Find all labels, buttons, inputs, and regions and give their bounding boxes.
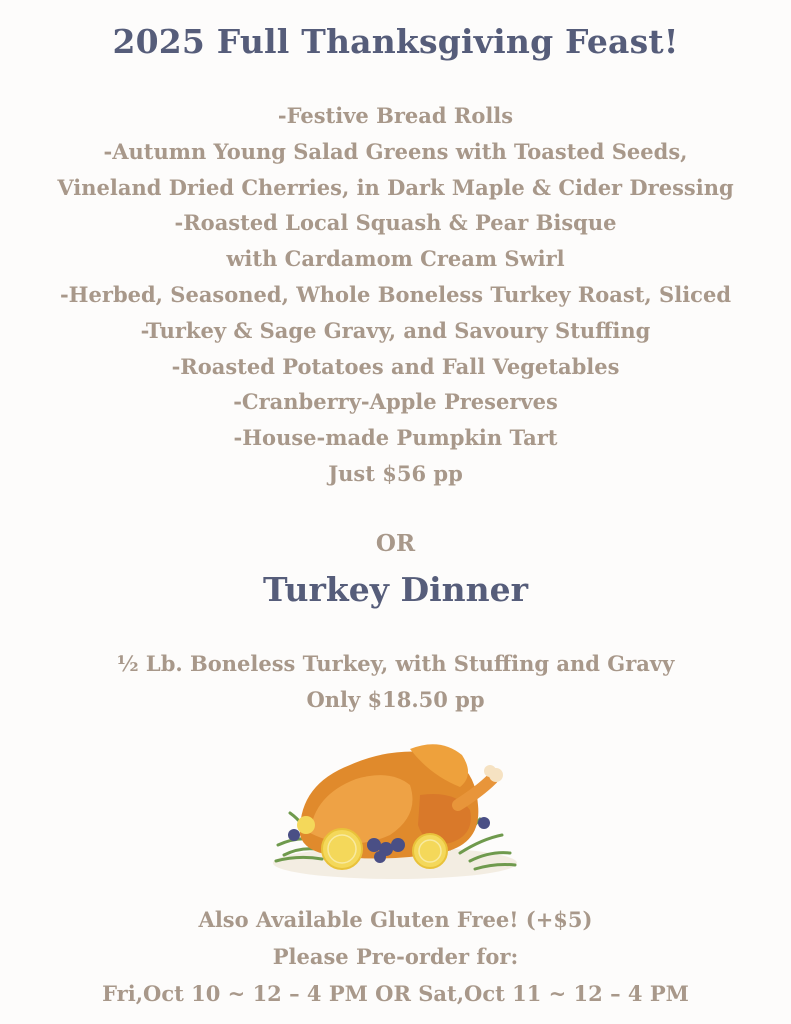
menu-item: -Cranberry-Apple Preserves xyxy=(233,389,558,415)
menu-item: -Roasted Potatoes and Fall Vegetables xyxy=(171,353,620,379)
preorder-note: Please Pre-order for: xyxy=(272,944,519,969)
menu-item: -Roasted Local Squash & Pear Bisque xyxy=(174,210,617,236)
menu-item: -Festive Bread Rolls xyxy=(277,103,514,128)
menu-item: -Autumn Young Salad Greens with Toasted Seeds, xyxy=(103,138,688,164)
gluten-free-note: Also Available Gluten Free! (+$5) xyxy=(198,907,593,932)
dinner-price: Only $18.50 pp xyxy=(306,687,485,712)
menu-item: -Herbed, Seasoned, Whole Boneless Turkey Roast, Sliced xyxy=(59,281,732,307)
pickup-times: Fri,Oct 10 ~ 12 – 4 PM OR Sat,Oct 11 ~ 12 – 4 PM xyxy=(102,981,689,1006)
menu-item: Vineland Dried Cherries, in Dark Maple & Cider Dressing xyxy=(57,174,734,200)
feast-price: Just $56 pp xyxy=(328,460,463,486)
menu-item: -Turkey & Sage Gravy, and Savoury Stuffing xyxy=(140,317,651,343)
turkey-dinner-list xyxy=(0,646,791,718)
footer-info xyxy=(0,901,791,1012)
feast-menu-list xyxy=(0,98,791,492)
page-title: 2025 Full Thanksgiving Feast! xyxy=(112,22,679,61)
turkey-dinner-heading: Turkey Dinner xyxy=(263,570,528,609)
roast-turkey-illustration xyxy=(270,735,525,885)
dinner-description: ½ Lb. Boneless Turkey, with Stuffing and Gravy xyxy=(116,651,675,676)
menu-item: -House-made Pumpkin Tart xyxy=(233,425,558,451)
menu-item: with Cardamom Cream Swirl xyxy=(226,246,565,272)
or-divider-text: OR xyxy=(375,530,416,557)
